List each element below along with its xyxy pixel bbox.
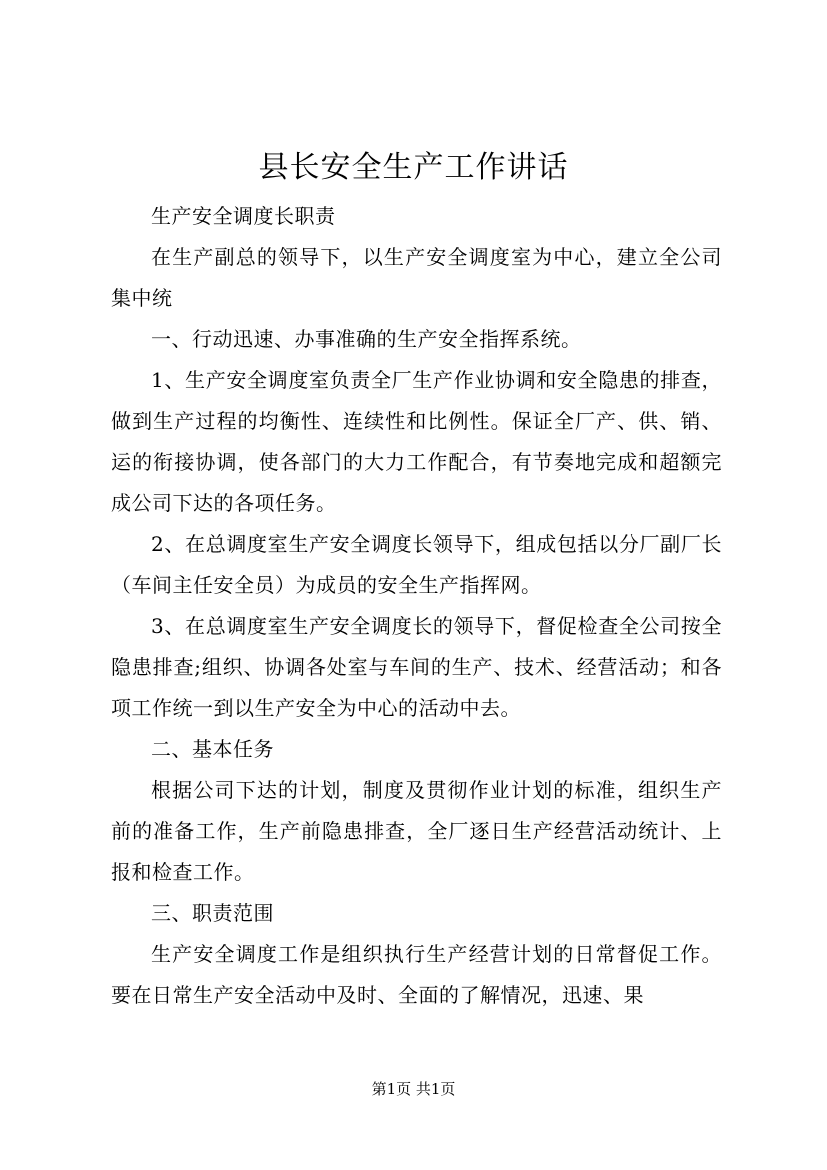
paragraph: 3、在总调度室生产安全调度长的领导下，督促检查全公司按全隐患排查;组织、协调各处室与车间的生产、技术、经营活动；和各项工作统一到以生产安全为中心的活动中去。 bbox=[111, 614, 722, 720]
paragraph: 生产安全调度工作是组织执行生产经营计划的日常督促工作。要在日常生产安全活动中及时、全面的了解情况，迅速、果 bbox=[111, 942, 722, 1007]
paragraph: 二、基本任务 bbox=[151, 737, 274, 761]
document-title: 县长安全生产工作讲话 bbox=[258, 150, 569, 185]
paragraph: 生产安全调度长职责 bbox=[151, 204, 336, 228]
paragraph: 根据公司下达的计划，制度及贯彻作业计划的标准，组织生产前的准备工作，生产前隐患排查，全厂逐日生产经营活动统计、上报和检查工作。 bbox=[111, 778, 722, 884]
paragraph: 2、在总调度室生产安全调度长领导下，组成包括以分厂副厂长（车间主任安全员）为成员的安全生产指挥网。 bbox=[111, 532, 722, 597]
paragraph: 1、生产安全调度室负责全厂生产作业协调和安全隐患的排查，做到生产过程的均衡性、连续性和比例性。保证全厂产、供、销、运的衔接协调，使各部门的大力工作配合，有节奏地完成和超额完成公司下达的各项任务。 bbox=[111, 368, 722, 515]
page-footer: 第1页 共1页 bbox=[371, 1080, 456, 1098]
paragraph: 在生产副总的领导下，以生产安全调度室为中心，建立全公司集中统 bbox=[111, 245, 722, 310]
paragraph: 一、行动迅速、办事准确的生产安全指挥系统。 bbox=[151, 327, 582, 351]
paragraph: 三、职责范围 bbox=[151, 901, 274, 925]
document-body bbox=[111, 196, 722, 1016]
